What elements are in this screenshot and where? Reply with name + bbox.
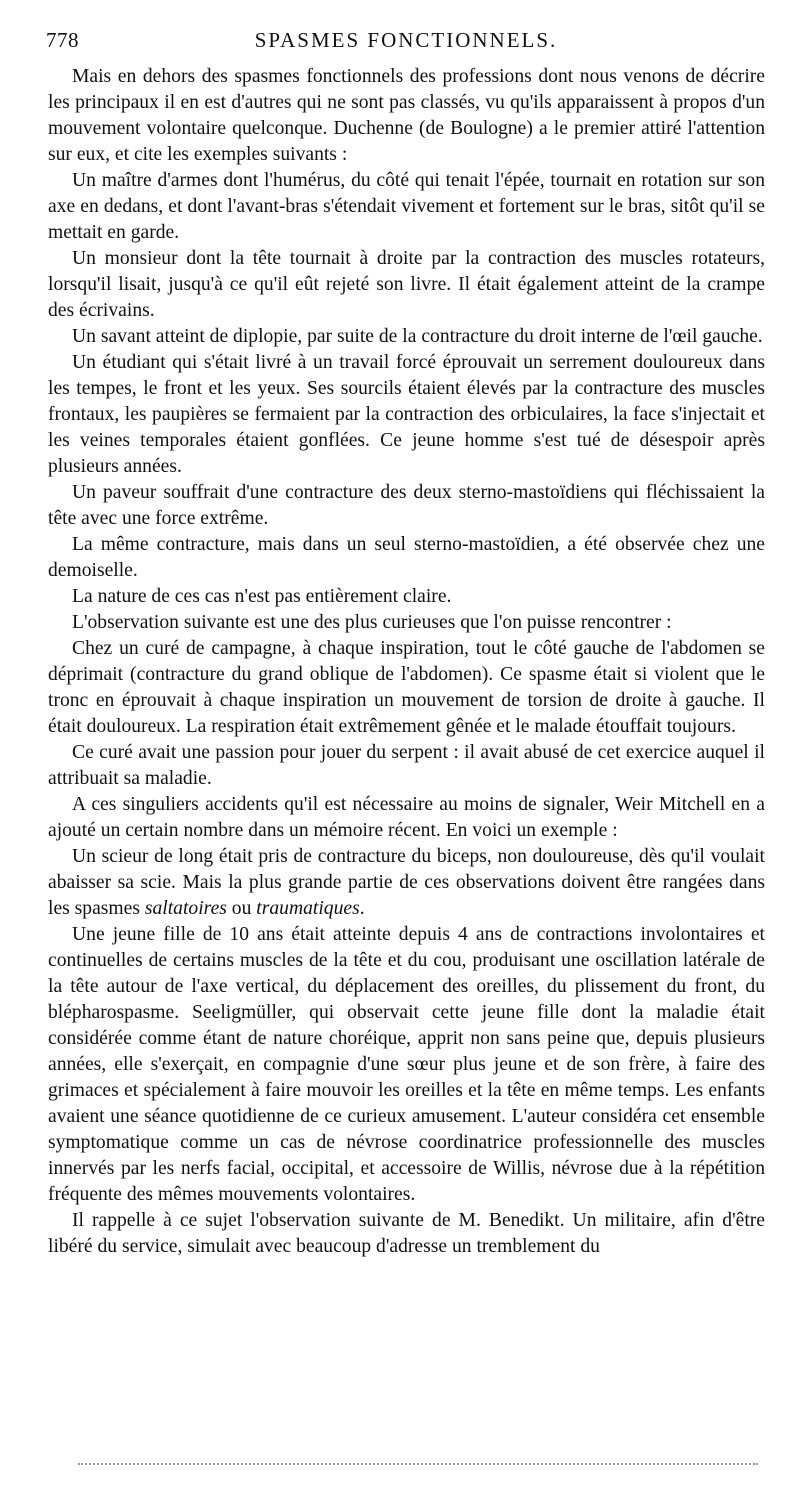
body-text bbox=[48, 64, 765, 1260]
paragraph bbox=[48, 844, 765, 922]
paragraph: Un étudiant qui s'était livré à un travail forcé éprouvait un serrement douloureux dans les tempes, le front et les yeux. Ses sourcils étaient élevés par la contracture des muscles frontaux, les paupières se fermaient par la contraction des orbiculaires, la face s'injectait et les veines temporales étaient gonflées. Ce jeune homme s'est tué de désespoir après plusieurs années. bbox=[48, 352, 765, 477]
paragraph: Ce curé avait une passion pour jouer du serpent : il avait abusé de cet exercice auquel il attribuait sa maladie. bbox=[48, 742, 765, 789]
paragraph: Un monsieur dont la tête tournait à droite par la contraction des muscles rotateurs, lorsqu'il lisait, jusqu'à ce qu'il eût rejeté son livre. Il était également atteint de la crampe des écrivains. bbox=[48, 248, 765, 321]
paragraph: La même contracture, mais dans un seul sterno-mastoïdien, a été observée chez une demoiselle. bbox=[48, 534, 765, 581]
paragraph: Il rappelle à ce sujet l'observation suivante de M. Benedikt. Un militaire, afin d'être libéré du service, simulait avec beaucoup d'adresse un tremblement du bbox=[48, 1210, 765, 1257]
paragraph: Un paveur souffrait d'une contracture des deux sterno-mastoïdiens qui fléchissaient la tête avec une force extrême. bbox=[48, 482, 765, 529]
page-number: 778 bbox=[46, 28, 79, 52]
paragraph-text-end: . bbox=[359, 898, 365, 919]
paragraph-text-connector: ou bbox=[226, 898, 257, 919]
running-head: SPASMES FONCTIONNELS. bbox=[254, 28, 558, 52]
paragraph: Mais en dehors des spasmes fonctionnels des professions dont nous venons de décrire les principaux il en est d'autres qui ne sont pas classés, vu qu'ils apparaissent à propos d'un mouvement volontaire quelconque. Duchenne (de Boulogne) a le premier attiré l'attention sur eux, et cite les exemples suivants : bbox=[48, 66, 765, 165]
paragraph: Un savant atteint de diplopie, par suite de la contracture du droit interne de l'œil gauche. bbox=[72, 326, 763, 347]
paragraph: La nature de ces cas n'est pas entièrement claire. bbox=[72, 586, 452, 607]
italic-term-traumatiques: traumatiques bbox=[256, 898, 360, 919]
italic-term-saltatoires: saltatoires bbox=[144, 898, 227, 919]
footer-dotted-rule bbox=[78, 1463, 758, 1465]
paragraph: Un maître d'armes dont l'humérus, du côté qui tenait l'épée, tournait en rotation sur son axe en dedans, et dont l'avant-bras s'étendait vivement et fortement sur le bras, sitôt qu'il se mettait en garde. bbox=[48, 170, 765, 243]
paragraph: L'observation suivante est une des plus curieuses que l'on puisse rencontrer : bbox=[72, 612, 672, 633]
page-header bbox=[46, 28, 766, 58]
paragraph: Une jeune fille de 10 ans était atteinte depuis 4 ans de contractions involontaires et continuelles de certains muscles de la tête et du cou, produisant une oscillation latérale de la tête autour de l'axe vertical, du déplacement des oreilles, du plissement du front, du blépharospasme. Seeligmüller, qui observait cette jeune fille dont la maladie était considérée comme étant de nature choréique, apprit non sans peine que, depuis plusieurs années, elle s'exerçait, en compagnie d'une sœur plus jeune et de son frère, à faire des grimaces et spécialement à faire mouvoir les oreilles et la tête en même temps. Les enfants avaient une séance quotidienne de ce curieux amusement. L'auteur considéra cet ensemble symptomatique comme un cas de névrose coordinatrice professionnelle des muscles innervés par les nerfs facial, occipital, et accessoire de Willis, névrose due à la répétition fréquente des mêmes mouvements volontaires. bbox=[48, 924, 765, 1205]
paragraph-text: Un scieur de long était pris de contracture du biceps, non douloureuse, dès qu'il voulait abaisser sa scie. Mais la plus grande partie de ces observations doivent être rangées dans les spasmes bbox=[48, 846, 765, 919]
paragraph: A ces singuliers accidents qu'il est nécessaire au moins de signaler, Weir Mitchell en a ajouté un certain nombre dans un mémoire récent. En voici un exemple : bbox=[48, 794, 765, 841]
paragraph: Chez un curé de campagne, à chaque inspiration, tout le côté gauche de l'abdomen se déprimait (contracture du grand oblique de l'abdomen). Ce spasme était si violent que le tronc en éprouvait à chaque inspiration un mouvement de torsion de droite à gauche. Il était douloureux. La respiration était extrêmement gênée et le malade étouffait toujours. bbox=[48, 638, 765, 737]
